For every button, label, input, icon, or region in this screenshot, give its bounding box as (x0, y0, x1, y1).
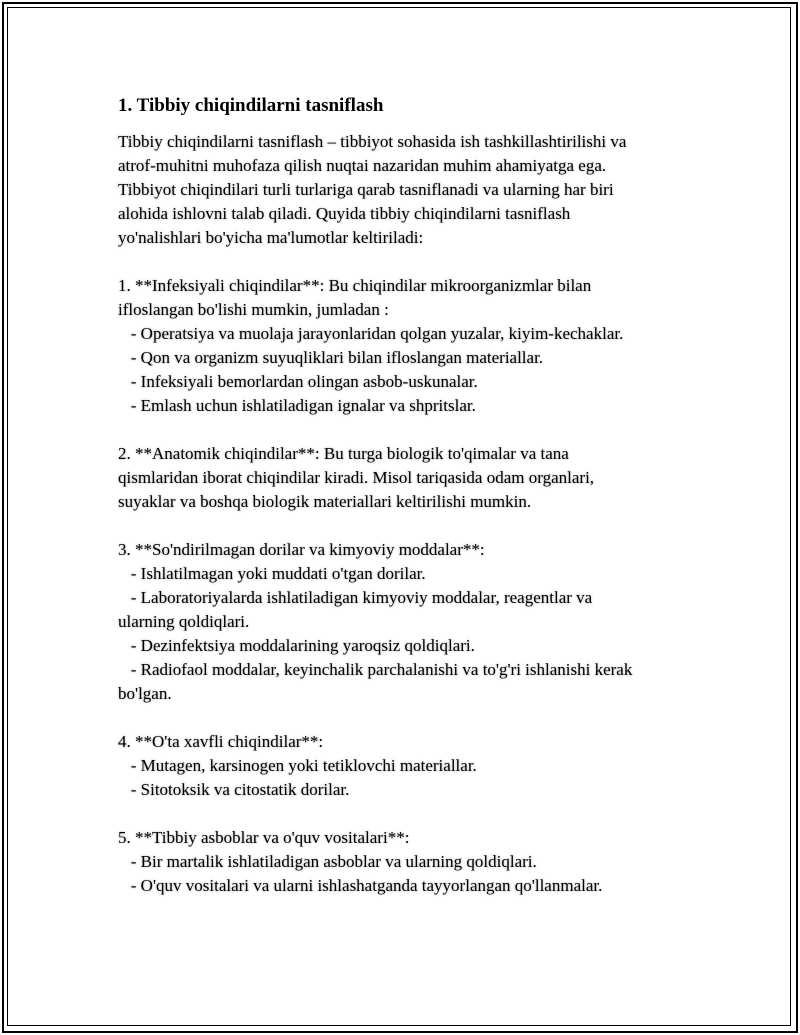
section-line: 1. **Infeksiyali chiqindilar**: Bu chiqindilar mikroorganizmlar bilan (118, 276, 592, 295)
list-item: - Operatsiya va muolaja jarayonlaridan qolgan yuzalar, kiyim-kechaklar. (118, 324, 624, 343)
section-line: ifloslangan bo'lishi mumkin, jumladan : (118, 300, 389, 319)
document-body (118, 94, 688, 898)
list-item: - Ishlatilmagan yoki muddati o'tgan dorilar. (118, 564, 426, 583)
list-item: - Laboratoriyalarda ishlatiladigan kimyoviy moddalar, reagentlar va (118, 588, 593, 607)
section-line: 4. **O'ta xavfli chiqindilar**: (118, 732, 324, 751)
list-item: - Mutagen, karsinogen yoki tetiklovchi materiallar. (118, 756, 477, 775)
list-item: - Qon va organizm suyuqliklari bilan ifloslangan materiallar. (118, 348, 544, 367)
section-line: 2. **Anatomik chiqindilar**: Bu turga biologik to'qimalar va tana (118, 444, 569, 463)
section-dorilar-kimyoviy (118, 538, 688, 706)
intro-line: alohida ishlovni talab qiladi. Quyida tibbiy chiqindilarni tasniflash (118, 204, 571, 223)
section-infeksiyali (118, 274, 688, 418)
intro-line: atrof-muhitni muhofaza qilish nuqtai nazaridan muhim ahamiyatga ega. (118, 156, 607, 175)
list-item: - Infeksiyali bemorlardan olingan asbob-uskunalar. (118, 372, 478, 391)
section-anatomik (118, 442, 688, 514)
list-item: - Bir martalik ishlatiladigan asboblar va ularning qoldiqlari. (118, 852, 537, 871)
intro-line: Tibbiyot chiqindilari turli turlariga qarab tasniflanadi va ularning har biri (118, 180, 614, 199)
list-item: - Dezinfektsiya moddalarining yaroqsiz qoldiqlari. (118, 636, 475, 655)
section-asboblar (118, 826, 688, 898)
intro-line: yo'nalishlari bo'yicha ma'lumotlar keltiriladi: (118, 228, 424, 247)
list-item: - Radiofaol moddalar, keyinchalik parchalanishi va to'g'ri ishlanishi kerak (118, 660, 633, 679)
intro-paragraph (118, 130, 688, 250)
list-item: - O'quv vositalari va ularni ishlashatganda tayyorlangan qo'llanmalar. (118, 876, 603, 895)
list-item: - Sitotoksik va citostatik dorilar. (118, 780, 350, 799)
section-xavfli (118, 730, 688, 802)
section-line: 3. **So'ndirilmagan dorilar va kimyoviy moddalar**: (118, 540, 485, 559)
section-line: suyaklar va boshqa biologik materiallari keltirilishi mumkin. (118, 492, 532, 511)
document-title: 1. Tibbiy chiqindilarni tasniflash (118, 95, 384, 116)
section-line: ularning qoldiqlari. (118, 612, 250, 631)
section-line: 5. **Tibbiy asboblar va o'quv vositalari**: (118, 828, 410, 847)
list-item: - Emlash uchun ishlatiladigan ignalar va shpritslar. (118, 396, 476, 415)
section-line: qismlaridan iborat chiqindilar kiradi. Misol tariqasida odam organlari, (118, 468, 595, 487)
section-line: bo'lgan. (118, 684, 172, 703)
intro-line: Tibbiy chiqindilarni tasniflash – tibbiyot sohasida ish tashkillashtirilishi va (118, 132, 627, 151)
